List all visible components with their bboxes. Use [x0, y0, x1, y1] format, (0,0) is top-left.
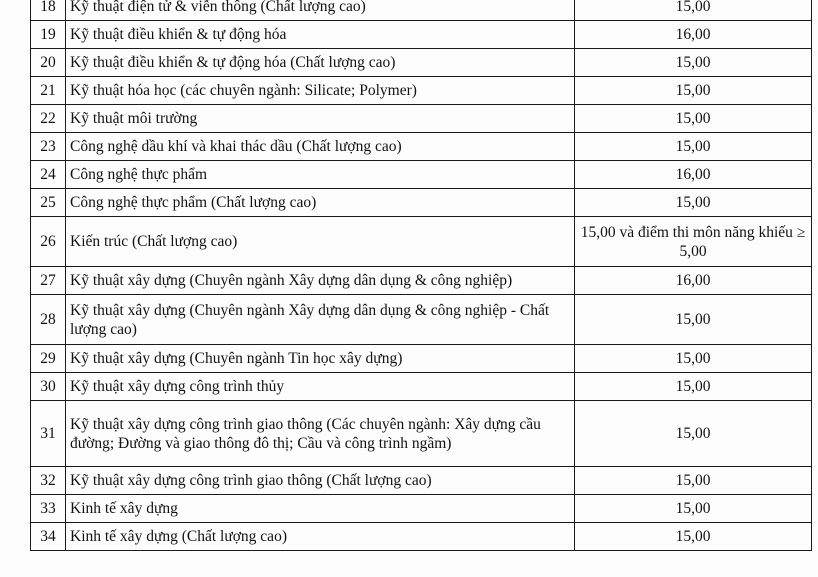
table-row [31, 77, 812, 105]
program-name: Công nghệ dầu khí và khai thác dầu (Chất lượng cao) [66, 133, 575, 161]
row-number: 21 [31, 77, 66, 105]
table-row [31, 467, 812, 495]
row-number: 20 [31, 49, 66, 77]
benchmark-score: 16,00 [575, 21, 812, 49]
benchmark-score: 15,00 [575, 401, 812, 467]
benchmark-score: 15,00 [575, 105, 812, 133]
benchmark-score: 16,00 [575, 267, 812, 295]
table-row [31, 345, 812, 373]
table-row [31, 161, 812, 189]
benchmark-score: 16,00 [575, 161, 812, 189]
program-name: Kỹ thuật xây dựng công trình giao thông (Các chuyên ngành: Xây dựng cầu đường; Đường và giao thông đô thị; Cầu và công trình ngầm) [66, 401, 575, 467]
admission-score-table [30, 0, 812, 551]
row-number: 19 [31, 21, 66, 49]
benchmark-score: 15,00 [575, 523, 812, 551]
benchmark-score: 15,00 [575, 345, 812, 373]
row-number: 30 [31, 373, 66, 401]
row-number: 18 [31, 0, 66, 21]
table-row [31, 217, 812, 267]
row-number: 26 [31, 217, 66, 267]
row-number: 34 [31, 523, 66, 551]
program-name: Kỹ thuật xây dựng (Chuyên ngành Xây dựng dân dụng & công nghiệp - Chất lượng cao) [66, 295, 575, 345]
program-name: Kỹ thuật môi trường [66, 105, 575, 133]
benchmark-score: 15,00 [575, 49, 812, 77]
benchmark-score: 15,00 [575, 373, 812, 401]
program-name: Kỹ thuật điều khiển & tự động hóa [66, 21, 575, 49]
program-name: Kỹ thuật xây dựng công trình thủy [66, 373, 575, 401]
table-row [31, 401, 812, 467]
benchmark-score: 15,00 [575, 0, 812, 21]
program-name: Kinh tế xây dựng [66, 495, 575, 523]
table-row [31, 105, 812, 133]
table-row [31, 267, 812, 295]
row-number: 22 [31, 105, 66, 133]
row-number: 33 [31, 495, 66, 523]
table-row [31, 523, 812, 551]
program-name: Công nghệ thực phẩm (Chất lượng cao) [66, 189, 575, 217]
table-row [31, 189, 812, 217]
table-row [31, 49, 812, 77]
table-row [31, 495, 812, 523]
row-number: 29 [31, 345, 66, 373]
program-name: Kỹ thuật hóa học (các chuyên ngành: Silicate; Polymer) [66, 77, 575, 105]
row-number: 32 [31, 467, 66, 495]
program-name: Kỹ thuật xây dựng (Chuyên ngành Tin học xây dựng) [66, 345, 575, 373]
program-name: Kỹ thuật xây dựng công trình giao thông (Chất lượng cao) [66, 467, 575, 495]
table-row [31, 373, 812, 401]
benchmark-score: 15,00 [575, 133, 812, 161]
benchmark-score: 15,00 [575, 467, 812, 495]
row-number: 27 [31, 267, 66, 295]
program-name: Công nghệ thực phẩm [66, 161, 575, 189]
benchmark-score: 15,00 [575, 495, 812, 523]
program-name: Kinh tế xây dựng (Chất lượng cao) [66, 523, 575, 551]
table-row [31, 133, 812, 161]
table-row [31, 0, 812, 21]
program-name: Kiến trúc (Chất lượng cao) [66, 217, 575, 267]
row-number: 31 [31, 401, 66, 467]
table-row [31, 295, 812, 345]
benchmark-score: 15,00 và điểm thi môn năng khiếu ≥ 5,00 [575, 217, 812, 267]
row-number: 24 [31, 161, 66, 189]
program-name: Kỹ thuật điện tử & viễn thông (Chất lượng cao) [66, 0, 575, 21]
program-name: Kỹ thuật điều khiển & tự động hóa (Chất lượng cao) [66, 49, 575, 77]
row-number: 23 [31, 133, 66, 161]
program-name: Kỹ thuật xây dựng (Chuyên ngành Xây dựng dân dụng & công nghiệp) [66, 267, 575, 295]
benchmark-score: 15,00 [575, 189, 812, 217]
table-row [31, 21, 812, 49]
row-number: 28 [31, 295, 66, 345]
row-number: 25 [31, 189, 66, 217]
benchmark-score: 15,00 [575, 295, 812, 345]
benchmark-score: 15,00 [575, 77, 812, 105]
